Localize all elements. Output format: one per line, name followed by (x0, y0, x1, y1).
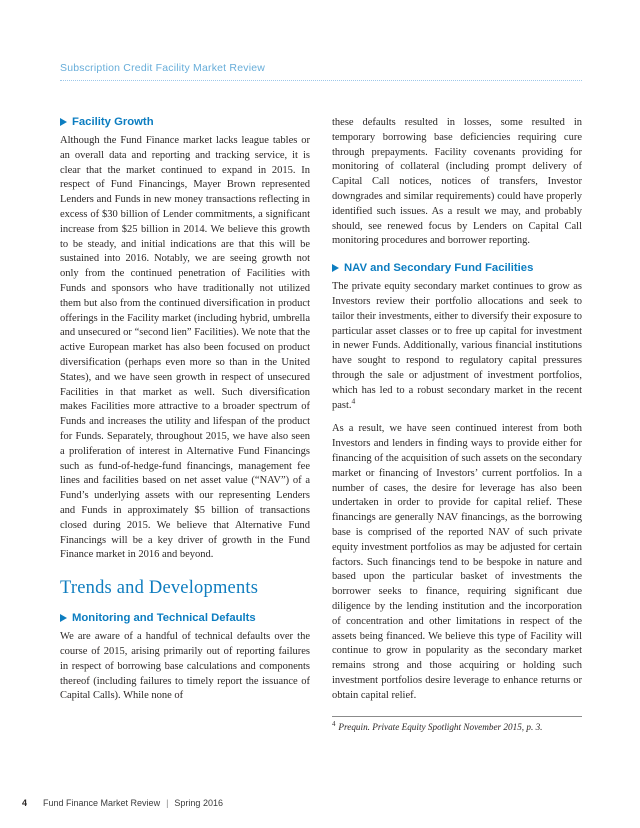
header-title: Subscription Credit Facility Market Review (60, 62, 266, 74)
footer-separator: | (166, 798, 169, 808)
triangle-bullet-icon (60, 118, 67, 126)
page-footer (22, 798, 223, 808)
nav-paragraph-2: As a result, we have seen continued interest from both Investors and lenders in finding ways to provide either for financing of the acquisition of such assets on the secondary market or financing of Investors’ current portfolios. In a number of cases, the desire for leverage has also been undertaken in order to provide for capital relief. These financings are generally NAV financings, as the borrowing base is comprised of the reported NAV of such private equity investment portfolios as may be adjusted for certain factors. Such financings tend to be bespoke in nature and based upon the particular basket of investments the borrower seeks to finance, requiring significant due diligence by the lending institution and the incorporation of concentration and other limitations in respect of the assets being financed. We believe this type of Facility will continue to grow in popularity as the secondary market remains strong and those acquiring or holding such investment portfolios desire leverage to enhance returns or obtain capital relief. (332, 423, 582, 701)
facility-growth-paragraph: Although the Fund Finance market lacks league tables or an overall data and reporting and tracking service, it is clear that the market continued to expand in 2015. In respect of Fund Financings, Mayer Brown represented Lenders and Funds in new money transactions reflecting in excess of $30 billion of Lender commitments, a significant increase from $25 billion in 2014. We believe this growth to be steady, and initial indications are that this will be sustained into 2016. Notably, we are seeing growth not only from the continued penetration of Facilities with Funds and sponsors who have traditionally not utilized them but also from the continued diversification in product offerings in the Facility market (including hybrid, umbrella and unsecured or “second lien” Facilities). We note that the active European market has also been focused on product diversification (perhaps even more so than in the United States), and we have seen growth in respect of unsecured Facilities in that market as well. Such diversification makes Facilities more attractive to a broader spectrum of Funds and increases the utility and lifespan of the product for Funds. Separately, throughout 2015, we have also seen a proliferation of interest in Alternative Fund Financings such as fund-of-hedge-fund financings, management fee lines and facilities based on net asset value (“NAV”) of a Fund’s underlying assets with our representing Lenders and Funds in approximately $5 billion of transactions closed during 2015. We believe that Alternative Fund Financings will be a key driver of growth in the Fund Finance market in 2016 and beyond. (60, 135, 310, 561)
footnote-marker: 4 (332, 721, 336, 729)
section-heading-monitoring (60, 612, 310, 624)
monitoring-paragraph: We are aware of a handful of technical defaults over the course of 2015, arising primarily out of reporting failures in respect of borrowing base calculations and components thereof (including failures to timely report the issuance of Capital Calls). While none of (60, 631, 310, 702)
continuation-paragraph: these defaults resulted in losses, some resulted in temporary borrowing base deficiencies requiring cure through prepayments. Facility covenants providing for monitoring of collateral (including prompt delivery of Capital Call notices, notices of transfers, Investor downgrades and similar requirements) could have properly identified such issues. As a result we may, and probably should, see renewed focus by Lenders on Capital Call monitoring procedures and borrower reporting. (332, 117, 582, 247)
content-columns (60, 116, 582, 733)
section-heading-label: Monitoring and Technical Defaults (72, 612, 256, 625)
section-heading-facility-growth (60, 116, 310, 128)
page-header (60, 58, 582, 81)
section-heading-label: NAV and Secondary Fund Facilities (344, 262, 534, 275)
footer-issue: Spring 2016 (174, 798, 223, 808)
left-column (60, 116, 310, 733)
section-heading-label: Facility Growth (72, 116, 154, 128)
nav-paragraph-1-text: The private equity secondary market continues to grow as Investors review their portfolio allocations and seek to tailor their investments, either to diversify their exposure to particular asset classes or to free up capital for investment in newer Funds. Additionally, various financial institutions have sought to respond to regulatory capital pressures through the sale or adjustment of investment portfolios, which has led to a robust secondary market in the recent past. (332, 281, 582, 411)
section-heading-nav (332, 262, 582, 274)
footer-page-number: 4 (22, 798, 28, 808)
nav-paragraph-1 (332, 280, 582, 413)
footnote-text: Prequin. Private Equity Spotlight November 2015, p. 3. (338, 722, 543, 733)
footer-title: Fund Finance Market Review (43, 798, 161, 808)
triangle-bullet-icon (60, 614, 67, 622)
footnote (332, 716, 582, 733)
triangle-bullet-icon (332, 264, 339, 272)
right-column (332, 116, 582, 733)
trends-heading: Trends and Developments (60, 578, 259, 599)
footnote-reference: 4 (351, 396, 356, 406)
